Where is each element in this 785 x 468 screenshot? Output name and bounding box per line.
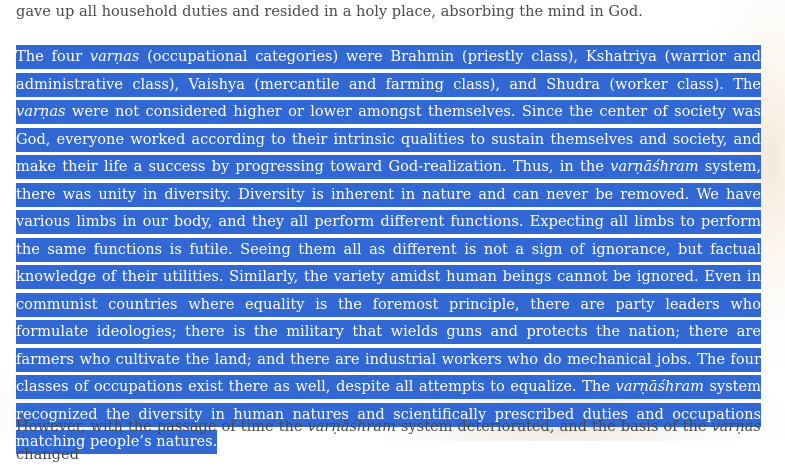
selected-text-run: system recognized the diversity in human natures and scientifically prescribed duties and occupations matching people’s natures. [16, 378, 762, 450]
selected-text-run: The four [16, 48, 90, 65]
term-varnashram: varṇāśhram [615, 378, 704, 395]
paragraph-bottom-run: However, with the passage of time the [16, 418, 308, 435]
paragraph-top-text: gave up all household duties and resided in a holy place, absorbing the mind in God. [16, 3, 643, 20]
paragraph-top [16, 0, 761, 26]
selected-text-run: were not considered higher or lower amongst themselves. Since the center of society was God, everyone worked according to their intrinsic qualities to sustain themselves and society, and make their life a success by progressing toward God-realization. Thus, in the [16, 103, 761, 175]
paragraph-selected[interactable] [16, 43, 761, 456]
selected-text-run: system, there was unity in diversity. Diversity is inherent in nature and can never be removed. We have various limbs in our body, and they all perform different functions. Expecting all limbs to perform the same functions is futile. Seeing them all as different is not a sign of ignorance, but factual knowledge of their utilities. Similarly, the variety amidst human beings cannot be ignored. Even in communist countries where equality is the foremost principle, there are party leaders who formulate ideologies; there is the military that wields guns and protects the nation; there are farmers who cultivate the land; and there are industrial workers who do mechanical jobs. The four classes of occupations exist there as well, despite all attempts to equalize. The [16, 158, 761, 395]
term-varnas: varṇas [711, 418, 761, 435]
term-varnashram: varṇāśhram [610, 158, 699, 175]
selected-text[interactable] [16, 45, 761, 454]
paragraph-bottom-run: system deteriorated, and the basis of the [395, 418, 712, 435]
term-varnas: varṇas [89, 48, 140, 65]
term-varnashram: varṇāśhram [307, 418, 396, 435]
term-varnas: varṇas [16, 103, 66, 120]
selected-text-run: (occupational categories) were Brahmin (priestly class), Kshatriya (warrior and administrative class), Vaishya (mercantile and farming class), and Shudra (worker class). The [16, 48, 761, 93]
paragraph-bottom-run: changed [16, 445, 79, 463]
